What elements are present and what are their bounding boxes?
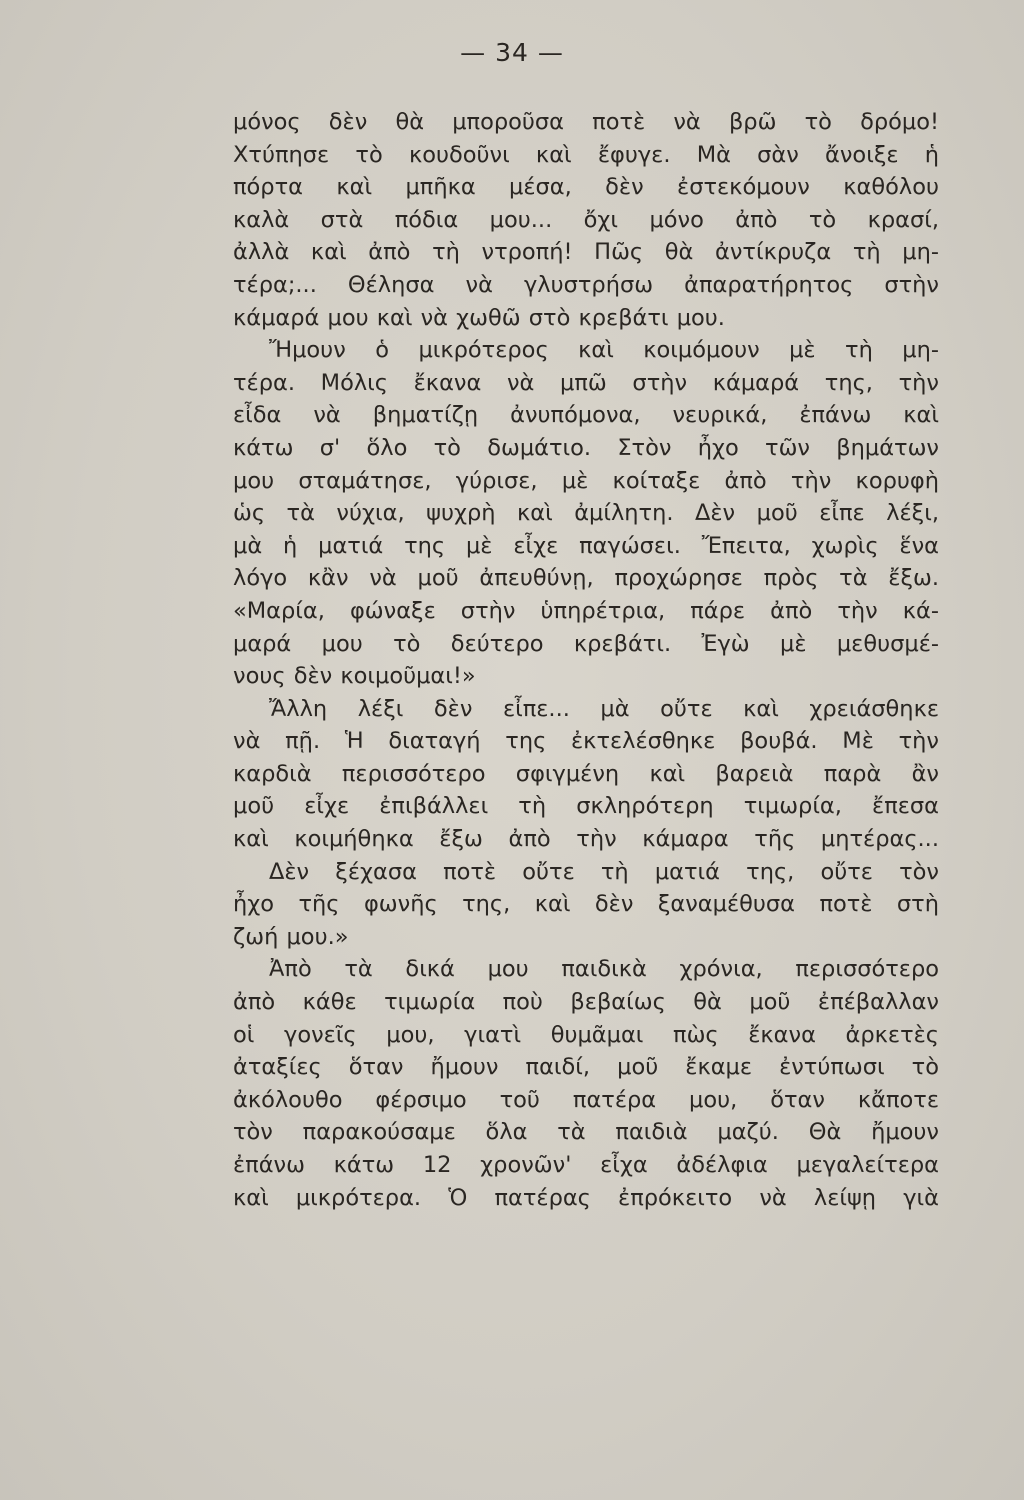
text-line: τέρα. Μόλις ἔκανα νὰ μπῶ στὴν κάμαρά της, τὴν <box>233 369 939 396</box>
text-line: τὸν παρακούσαμε ὅλα τὰ παιδιὰ μαζύ. Θὰ ἤμουν <box>233 1119 939 1146</box>
text-line: «Μαρία, φώναξε στὴν ὑπηρέτρια, πάρε ἀπὸ τὴν κά- <box>233 597 939 624</box>
page-number: — 34 — <box>460 38 564 67</box>
text-line: μόνος δὲν θὰ μποροῦσα ποτὲ νὰ βρῶ τὸ δρόμο! <box>233 109 939 135</box>
text-line: ἐπάνω κάτω 12 χρονῶν' εἶχα ἀδέλφια μεγαλείτερα <box>233 1152 939 1178</box>
text-line: Ἤμουν ὁ μικρότερος καὶ κοιμόμουν μὲ τὴ μη- <box>269 337 939 364</box>
text-line: ἀλλὰ καὶ ἀπὸ τὴ ντροπή! Πῶς θὰ ἀντίκρυζα τὴ μη- <box>233 239 939 266</box>
body-text <box>233 106 939 1214</box>
text-line: νους δὲν κοιμοῦμαι!» <box>233 663 476 690</box>
text-line: καὶ κοιμήθηκα ἔξω ἀπὸ τὴν κάμαρα τῆς μητέρας... <box>233 826 939 853</box>
text-line: πόρτα καὶ μπῆκα μέσα, δὲν ἐστεκόμουν καθόλου <box>233 174 939 201</box>
text-line: Δὲν ξέχασα ποτὲ οὔτε τὴ ματιά της, οὔτε τὸν <box>269 858 939 885</box>
text-line: μοῦ εἶχε ἐπιβάλλει τὴ σκληρότερη τιμωρία, ἔπεσα <box>233 793 939 820</box>
text-line: κάμαρά μου καὶ νὰ χωθῶ στὸ κρεβάτι μου. <box>233 304 725 331</box>
text-line: Ἀπὸ τὰ δικά μου παιδικὰ χρόνια, περισσότερο <box>269 956 939 983</box>
text-line: τέρα;... Θέλησα νὰ γλυστρήσω ἀπαρατήρητος στὴν <box>233 271 939 298</box>
text-line: μαρά μου τὸ δεύτερο κρεβάτι. Ἐγὼ μὲ μεθυσμέ- <box>233 630 939 657</box>
text-line: καλὰ στὰ πόδια μου... ὄχι μόνο ἀπὸ τὸ κρασί, <box>233 206 939 233</box>
text-line: ἀταξίες ὅταν ἤμουν παιδί, μοῦ ἔκαμε ἐντύπωσι τὸ <box>233 1054 939 1081</box>
text-line: ὡς τὰ νύχια, ψυχρὴ καὶ ἀμίλητη. Δὲν μοῦ εἶπε λέξι, <box>233 500 939 527</box>
text-line: κάτω σ' ὅλο τὸ δωμάτιο. Στὸν ἦχο τῶν βημάτων <box>233 434 939 461</box>
text-line: ἦχο τῆς φωνῆς της, καὶ δὲν ξαναμέθυσα ποτὲ στὴ <box>233 891 939 918</box>
text-line: ζωή μου.» <box>233 923 349 950</box>
text-line: εἶδα νὰ βηματίζῃ ἀνυπόμονα, νευρικά, ἐπάνω καὶ <box>233 402 939 429</box>
text-line: καὶ μικρότερα. Ὁ πατέρας ἐπρόκειτο νὰ λείψῃ γιὰ <box>233 1184 939 1211</box>
text-line: Χτύπησε τὸ κουδοῦνι καὶ ἔφυγε. Μὰ σὰν ἄνοιξε ἡ <box>233 141 939 168</box>
text-line: λόγο κἂν νὰ μοῦ ἀπευθύνῃ, προχώρησε πρὸς τὰ ἔξω. <box>233 565 939 592</box>
text-line: νὰ πῇ. Ἡ διαταγή της ἐκτελέσθηκε βουβά. Μὲ τὴν <box>233 728 939 755</box>
text-line: οἱ γονεῖς μου, γιατὶ θυμᾶμαι πὼς ἔκανα ἀρκετὲς <box>233 1021 939 1048</box>
text-line: ἀπὸ κάθε τιμωρία ποὺ βεβαίως θὰ μοῦ ἐπέβαλλαν <box>233 989 939 1016</box>
text-line: μου σταμάτησε, γύρισε, μὲ κοίταξε ἀπὸ τὴν κορυφὴ <box>233 467 939 494</box>
text-line: μὰ ἡ ματιά της μὲ εἶχε παγώσει. Ἔπειτα, χωρὶς ἕνα <box>233 532 939 559</box>
text-line: καρδιὰ περισσότερο σφιγμένη καὶ βαρειὰ παρὰ ἂν <box>233 760 939 787</box>
text-line: Ἄλλη λέξι δὲν εἶπε... μὰ οὔτε καὶ χρειάσθηκε <box>269 695 939 722</box>
text-line: ἀκόλουθο φέρσιμο τοῦ πατέρα μου, ὅταν κἄποτε <box>233 1086 939 1113</box>
